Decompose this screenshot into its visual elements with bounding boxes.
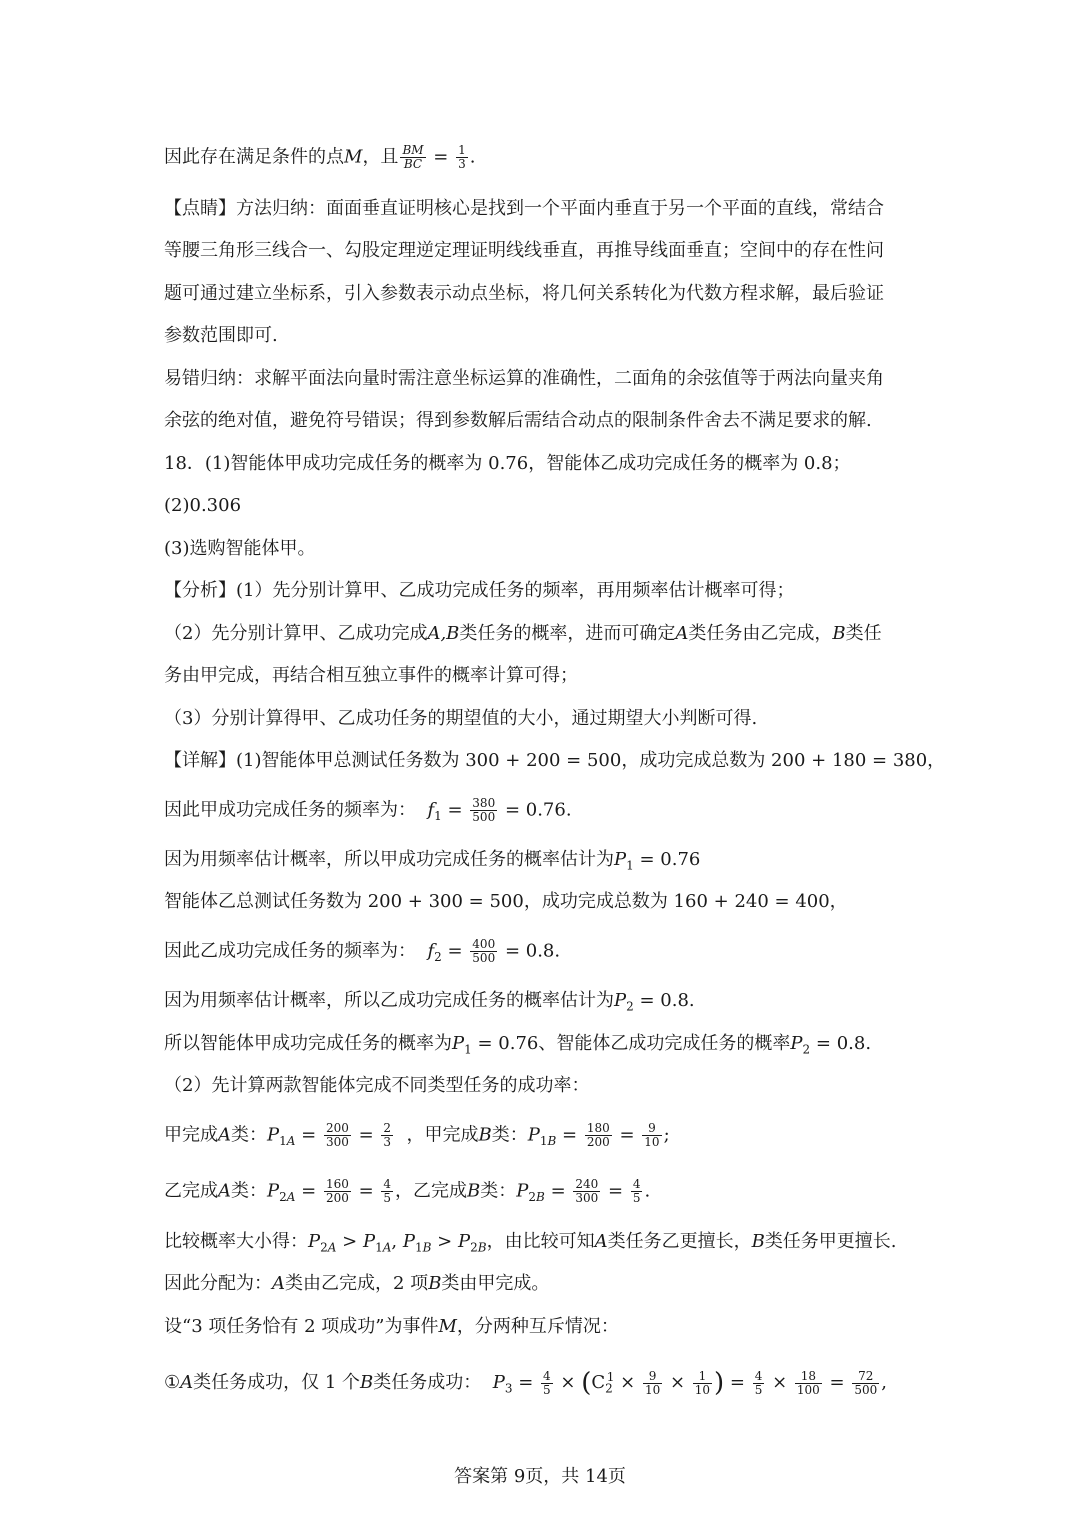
answer-18-2: (2)0.306	[164, 495, 242, 516]
note-line-2: 等腰三角形三线合一、勾股定理逆定理证明线线垂直，再推导线面垂直；空间中的存在性问	[164, 240, 884, 261]
analysis-line-3: 务由甲完成，再结合相互独立事件的概率计算可得；	[164, 665, 578, 686]
frac-bm-bc: $\frac{BM}{BC}$	[402, 143, 424, 171]
note-line-4: 参数范围即可.	[164, 325, 278, 346]
note-line-3: 题可通过建立坐标系，引入参数表示动点坐标，将几何关系转化为代数方程求解，最后验证	[164, 283, 884, 304]
compare-line: 比较概率大小得：$P_{2A} > P_{1A}$, $P_{1B} > P_{2B}$，由比较可知A类任务乙更擅长，B类任务甲更擅长.	[164, 1231, 897, 1255]
note-line-5: 易错归纳：求解平面法向量时需注意坐标运算的准确性，二面角的余弦值等于两法向量夹角	[164, 368, 884, 389]
detail-line-4: 智能体乙总测试任务数为 200 + 300 = 500，成功完成总数为 160 + 240 = 400，	[164, 891, 848, 912]
detail-line-5: 因此乙成功完成任务的频率为： $f_2$ = $\frac{400}{500}$ = 0.8.	[164, 937, 561, 965]
frac-380-500: $\frac{380}{500}$	[472, 796, 496, 824]
detail-line-8: （2）先计算两款智能体完成不同类型任务的成功率：	[164, 1075, 590, 1096]
analysis-line-1: 【分析】(1）先分别计算甲、乙成功完成任务的频率，再用频率估计概率可得；	[164, 580, 795, 601]
detail-line-2: 因此甲成功完成任务的频率为： $f_1$ = $\frac{380}{500}$ = 0.76.	[164, 796, 572, 824]
detail-line-6: 因为用频率估计概率，所以乙成功完成任务的概率估计为$P_2 = 0.8$.	[164, 990, 695, 1014]
detail-line-3: 因为用频率估计概率，所以甲成功完成任务的概率估计为$P_1 = 0.76$	[164, 849, 701, 873]
page-footer: 答案第 9页，共 14页	[454, 1466, 626, 1487]
frac-400-500: $\frac{400}{500}$	[472, 937, 496, 965]
answer-18-3: (3)选购智能体甲。	[164, 538, 316, 559]
rate-line-1: 甲完成A类：$P_{1A}$ = $\frac{200}{300}$ = $\frac{2}{3}$ ，甲完成B类：$P_{1B}$ = $\frac{180}{200}$ = $\frac{9}{10}$ ;	[164, 1121, 670, 1149]
frac-one-third: $\frac{1}{3}$	[458, 143, 466, 171]
analysis-line-2: （2）先分别计算甲、乙成功完成A,B类任务的概率，进而可确定A类任务由乙完成，B类任	[164, 623, 882, 644]
detail-line-7: 所以智能体甲成功完成任务的概率为$P_1 = 0.76$、智能体乙成功完成任务的概率$P_2 = 0.8$.	[164, 1033, 872, 1057]
assign-line: 因此分配为：A类由乙完成，2 项B类由甲完成。	[164, 1273, 550, 1294]
line-conclusion: 因此存在满足条件的点M，且 $\frac{BM}{BC}$ = $\frac{1}{3}$ .	[164, 143, 476, 171]
note-line-6: 余弦的绝对值，避免符号错误；得到参数解后需结合动点的限制条件舍去不满足要求的解.	[164, 410, 872, 431]
analysis-line-4: （3）分别计算得甲、乙成功任务的期望值的大小，通过期望大小判断可得.	[164, 708, 758, 729]
note-line-1: 【点睛】方法归纳：面面垂直证明核心是找到一个平面内垂直于另一个平面的直线，常结合	[164, 198, 884, 219]
event-line: 设“3 项任务恰有 2 项成功”为事件M，分两种互斥情况：	[164, 1316, 619, 1337]
rate-line-2: 乙完成A类：$P_{2A}$ = $\frac{160}{200}$ = $\frac{4}{5}$ ，乙完成B类：$P_{2B}$ = $\frac{240}{300}$ = $\frac{4}{5}$ .	[164, 1177, 651, 1205]
answer-18: 18．(1)智能体甲成功完成任务的概率为 0.76，智能体乙成功完成任务的概率为 0.8；	[164, 453, 851, 474]
case-line-1: ①A类任务成功，仅 1 个B类任务成功： $P_3$ = $\frac{4}{5}$ × ($C_2^1$ × $\frac{9}{10}$ × $\frac{1}{10}$ ) = $\frac{4}{5}$ × $\frac{18}{100}$ = $\frac{72}{500}$ ,	[164, 1368, 887, 1398]
detail-line-1: 【详解】(1)智能体甲总测试任务数为 300 + 200 = 500，成功完成总数为 200 + 180 = 380，	[164, 750, 946, 771]
